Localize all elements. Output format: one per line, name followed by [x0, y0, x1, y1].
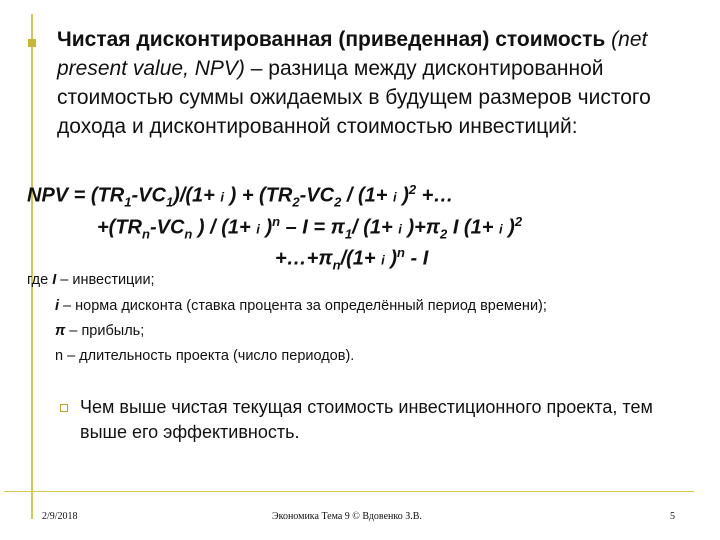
- square-bullet-icon: [28, 39, 36, 47]
- legend-investments: [27, 272, 155, 288]
- legend-text: – инвестиции;: [56, 272, 155, 288]
- footer-date: 2/9/2018: [42, 511, 78, 522]
- footer-divider: [4, 491, 694, 492]
- definition-term-en: (net present value, NPV): [57, 28, 648, 80]
- npv-definition: [57, 25, 667, 141]
- legend-symbol-i: i: [55, 298, 60, 314]
- hollow-square-bullet-icon: [60, 404, 68, 412]
- legend-symbol-pi: π: [55, 323, 66, 339]
- legend-text: n – длительность проекта (число периодов).: [55, 348, 355, 364]
- legend-prefix: где: [27, 272, 53, 288]
- legend-symbol-I: I: [52, 272, 57, 288]
- legend-profit: [55, 323, 144, 339]
- legend-discount-rate: [55, 298, 547, 314]
- definition-rest: – разница между дисконтированной стоимостью суммы ожидаемых в будущем размеров чистого дохода и дисконтированной стоимостью инвестиций:: [57, 57, 651, 138]
- page-number: 5: [670, 511, 675, 522]
- formula-line-2-rendered: $+(TR_n-VC_n$ ) / (1+ i )$^n - I = \pi_1/$ (1+ i )$+\pi_2$ I (1+ i )$^2$: [97, 214, 523, 242]
- conclusion-text: Чем выше чистая текущая стоимость инвестиционного проекта, тем выше его эффективность.: [80, 397, 653, 442]
- left-accent-line: [31, 14, 33, 519]
- legend-text: – норма дисконта (ставка процента за определённый период времени);: [59, 298, 547, 314]
- legend-duration: [55, 348, 354, 364]
- formula-line-3-rendered: $+\dots+\pi_n/(1+ i$ )$^n$ - I: [275, 245, 429, 273]
- definition-title: Чистая дисконтированная (приведенная) стоимость: [57, 28, 606, 51]
- legend-text: – прибыль;: [65, 323, 145, 339]
- formula-line-1-rendered: NPV = $(TR_1-VC_1)/(1+ i$ ) + ($TR_2-VC_2 / (1+ i$ )$^2$ +…: [27, 182, 454, 210]
- footer-author: Экономика Тема 9 © Вдовенко З.В.: [272, 511, 422, 522]
